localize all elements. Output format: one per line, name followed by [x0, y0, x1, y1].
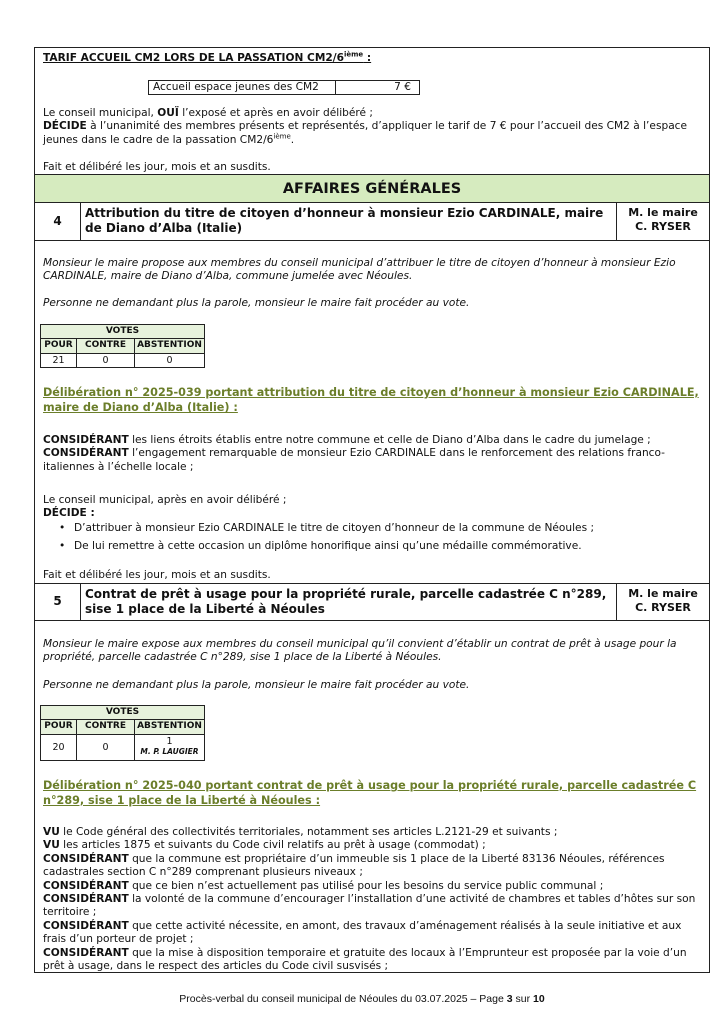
item-5-k1-bold: CONSIDÉRANT	[43, 852, 129, 865]
item-5-k4: que cette activité nécessite, en amont, des travaux d’aménagement réalisés à la seule initiative et aux frais d’un porteur de projet ;	[43, 919, 682, 946]
tarif-p2-sup: ième	[273, 132, 291, 141]
item-5-contre: 0	[77, 734, 135, 760]
tarif-decision	[35, 107, 709, 147]
item-4-contre: 0	[77, 353, 135, 367]
item-5-votes-header: VOTES	[41, 706, 205, 720]
tarif-title-sup: ième	[343, 50, 364, 59]
document-page	[34, 47, 710, 973]
item-4-decide: DÉCIDE :	[43, 507, 95, 519]
item-5-k2-bold: CONSIDÉRANT	[43, 879, 129, 892]
item-5-abstention: 1	[166, 736, 173, 748]
item-4-intro: Monsieur le maire propose aux membres du conseil municipal d’attribuer le titre de citoyen d’honneur à monsieur Ezio CARDINALE, maire de Diano d’Alba, commune jumelée avec Néoules.	[43, 257, 676, 283]
item-5-number: 5	[35, 584, 81, 620]
item-5-v1: le Code général des collectivités territoriales, notamment ses articles L.2121-29 et suivants ;	[59, 826, 558, 838]
tarif-p1-bold: OUÏ	[157, 107, 179, 119]
item-5-k3: la volonté de la commune d’encourager l’installation d’une activité de chambres et tables d’hôtes sur son territoire ;	[43, 893, 696, 919]
tarif-fait: Fait et délibéré les jour, mois et an susdits.	[43, 161, 271, 173]
tarif-row-value: 7 €	[336, 81, 420, 95]
item-5-k5: que la mise à disposition temporaire et gratuite des locaux à l’Emprunteur est proposée par la voie d’un prêt à usage, dans le respect des articles du Code civil susvisés ;	[43, 946, 687, 973]
item-4-col-contre: CONTRE	[77, 339, 135, 353]
item-4-rapporteur	[617, 203, 709, 240]
item-4-abstention: 0	[135, 353, 205, 367]
footer-text: Procès-verbal du conseil municipal de Néoules du 03.07.2025 – Page	[179, 993, 507, 1005]
item-5-votes-table	[40, 705, 205, 761]
item-5-visas	[35, 826, 709, 973]
tarif-p2-end: .	[290, 133, 295, 146]
item-5-v2: les articles 1875 et suivants du Code civil relatifs au prêt à usage (commodat) ;	[59, 839, 486, 852]
item-5-k2: que ce bien n’est actuellement pas utilisé pour les besoins du service public communal ;	[128, 879, 604, 892]
tarif-title-end: :	[363, 52, 372, 64]
tarif-p1-end: l’exposé et après en avoir délibéré ;	[178, 107, 373, 119]
item-5-col-contre: CONTRE	[77, 720, 135, 734]
tarif-table	[148, 80, 420, 95]
item-4-pour: 21	[41, 353, 77, 367]
item-5-col-pour: POUR	[41, 720, 77, 734]
tarif-p1-start: Le conseil municipal,	[43, 107, 158, 119]
item-5-k4-bold: CONSIDÉRANT	[43, 919, 129, 932]
item-4-col-pour: POUR	[41, 339, 77, 353]
item-5-col-abstention: ABSTENTION	[135, 720, 205, 734]
page-footer	[0, 993, 724, 1006]
item-5-rapporteur	[617, 584, 709, 620]
item-5-pour: 20	[41, 734, 77, 760]
item-5-v2-bold: VU	[43, 839, 60, 852]
item-5-abstention-cell	[135, 734, 205, 760]
item-4-decision-2: • De lui remettre à cette occasion un diplôme honorifique ainsi qu’une médaille commémorative.	[59, 540, 709, 553]
tarif-row-label: Accueil espace jeunes des CM2	[149, 81, 336, 95]
item-4-c1: les liens étroits établis entre notre commune et celle de Diano d’Alba dans le cadre du jumelage ;	[128, 434, 651, 446]
tarif-p2-text: à l’unanimité des membres présents et représentés, d’appliquer le tarif de 7 € pour l’accueil des CM2 à l’espace jeunes dans le cadre de la passation CM2/6	[43, 120, 688, 146]
item-4-fait: Fait et délibéré les jour, mois et an susdits.	[43, 569, 271, 581]
item-4-number: 4	[35, 203, 81, 240]
tarif-p2-bold: DÉCIDE	[43, 120, 87, 133]
tarif-heading	[35, 52, 709, 65]
item-5-intro: Monsieur le maire expose aux membres du conseil municipal qu’il convient d’établir un contrat de prêt à usage pour la propriété, parcelle cadastrée C n°289, sise 1 place de la Liberté à Néoules.	[43, 638, 677, 664]
item-4-c1-bold: CONSIDÉRANT	[43, 434, 129, 446]
item-4-decisions	[35, 522, 709, 554]
item-5-abstention-name: M. P. LAUGIER	[140, 747, 199, 757]
item-5-v1-bold: VU	[43, 826, 60, 838]
footer-page: 3	[506, 993, 513, 1005]
item-4-considerants	[35, 434, 709, 474]
item-5-k3-bold: CONSIDÉRANT	[43, 893, 129, 906]
item-4-c2: l’engagement remarquable de monsieur Ezio CARDINALE dans le renforcement des relations franco-italiennes à l’échelle locale ;	[43, 447, 666, 473]
item-4-title: Attribution du titre de citoyen d’honneur à monsieur Ezio CARDINALE, maire de Diano d’Alba (Italie)	[81, 203, 617, 240]
item-5-k5-bold: CONSIDÉRANT	[43, 946, 129, 959]
item-5-header	[35, 583, 709, 621]
item-5-who1: M. le maire	[628, 587, 698, 600]
item-5-k1: que la commune est propriétaire d’un immeuble sis 1 place de la Liberté 83136 Néoules, références cadastrales section C n°289 comprenant plusieurs niveaux ;	[43, 852, 665, 879]
section-title: AFFAIRES GÉNÉRALES	[35, 174, 709, 203]
item-4-votes-table	[40, 324, 205, 368]
item-4-decision-1: • D’attribuer à monsieur Ezio CARDINALE le titre de citoyen d’honneur de la commune de Néoules ;	[59, 522, 709, 535]
item-4-council: Le conseil municipal, après en avoir délibéré ;	[43, 494, 287, 506]
item-4-deliberation-title: Délibération n° 2025-039 portant attribution du titre de citoyen d’honneur à monsieur Ezio CARDINALE, maire de Diano d’Alba (Italie) :	[43, 386, 699, 414]
item-4-who2: C. RYSER	[635, 220, 691, 233]
item-4-votes-header: VOTES	[41, 325, 205, 339]
footer-total: 10	[533, 993, 545, 1005]
footer-mid: sur	[512, 993, 534, 1005]
item-4-no-more: Personne ne demandant plus la parole, monsieur le maire fait procéder au vote.	[43, 297, 470, 309]
item-5-title: Contrat de prêt à usage pour la propriété rurale, parcelle cadastrée C n°289, sise 1 place de la Liberté à Néoules	[81, 584, 617, 620]
item-4-who1: M. le maire	[628, 206, 698, 219]
tarif-title: TARIF ACCUEIL CM2 LORS DE LA PASSATION CM2/6	[43, 52, 344, 64]
item-5-deliberation-title: Délibération n° 2025-040 portant contrat de prêt à usage pour la propriété rurale, parcelle cadastrée C n°289, sise 1 place de la Liberté à Néoules :	[43, 779, 697, 807]
item-4-col-abstention: ABSTENTION	[135, 339, 205, 353]
item-4-c2-bold: CONSIDÉRANT	[43, 447, 129, 460]
item-5-no-more: Personne ne demandant plus la parole, monsieur le maire fait procéder au vote.	[43, 679, 470, 691]
item-5-who2: C. RYSER	[635, 601, 691, 614]
item-4-header	[35, 203, 709, 241]
